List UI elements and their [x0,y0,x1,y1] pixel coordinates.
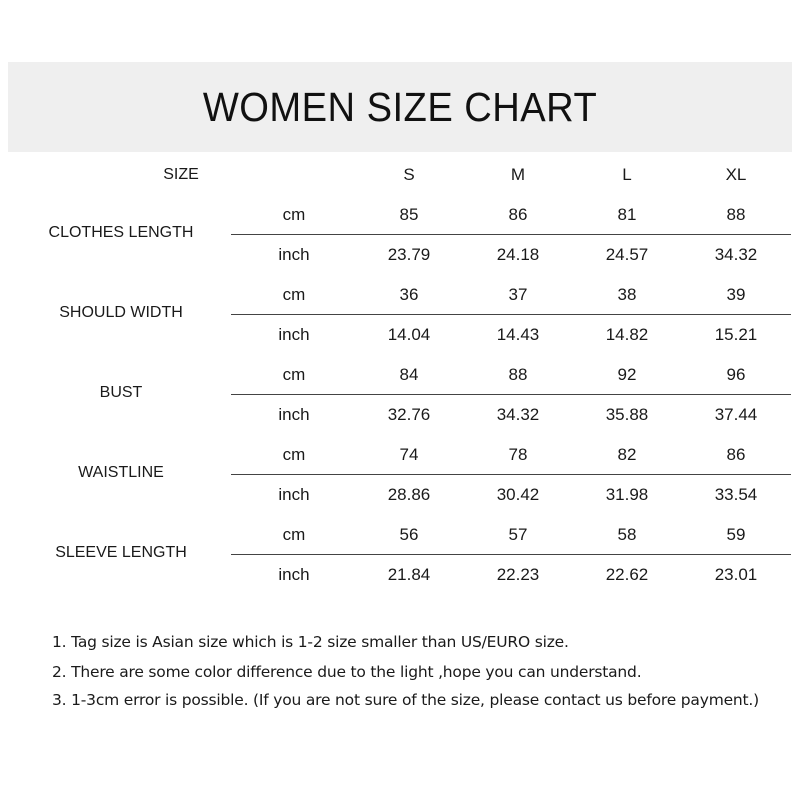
table-cell: 23.79 [387,245,431,264]
table-cell: 38 [617,285,637,304]
table-cell: 92 [617,365,637,384]
table-cell: 86 [508,205,528,224]
table-cell: 82 [617,445,637,464]
table-cell: 39 [726,285,746,304]
table-cell: 81 [617,205,637,224]
unit-inch: inch [278,325,310,344]
table-cell: 22.23 [496,565,540,584]
unit-inch: inch [278,245,310,264]
unit-cm: cm [282,365,306,384]
table-cell: 84 [399,365,419,384]
size-header-1: M [510,165,526,184]
row-divider [231,394,791,395]
table-cell: 15.21 [714,325,758,344]
unit-inch: inch [278,485,310,504]
table-cell: 58 [617,525,637,544]
table-cell: 37 [508,285,528,304]
table-cell: 37.44 [714,405,758,424]
table-cell: 21.84 [387,565,431,584]
table-cell: 23.01 [714,565,758,584]
row-divider [231,474,791,475]
row-label: BUST [99,384,143,401]
table-cell: 57 [508,525,528,544]
table-cell: 24.18 [496,245,540,264]
note-item: 3. 1-3cm error is possible. (If you are not sure of the size, please contact us before payment.) [52,691,760,709]
table-cell: 14.04 [387,325,431,344]
row-label: CLOTHES LENGTH [48,224,194,241]
unit-cm: cm [282,445,306,464]
table-cell: 33.54 [714,485,758,504]
unit-cm: cm [282,205,306,224]
table-cell: 36 [399,285,419,304]
size-header-2: L [622,165,632,184]
table-cell: 96 [726,365,746,384]
size-header-0: S [403,165,415,184]
table-cell: 24.57 [605,245,649,264]
table-cell: 14.43 [496,325,540,344]
row-label: WAISTLINE [78,464,164,481]
table-cell: 85 [399,205,419,224]
title-banner [8,62,792,152]
unit-inch: inch [278,405,310,424]
table-cell: 35.88 [605,405,649,424]
row-label: SLEEVE LENGTH [55,544,187,561]
table-cell: 56 [399,525,419,544]
table-cell: 32.76 [387,405,431,424]
row-divider [231,314,791,315]
row-divider [231,554,791,555]
size-header-label: SIZE [163,166,199,183]
table-cell: 88 [508,365,528,384]
table-cell: 14.82 [605,325,649,344]
table-cell: 86 [726,445,746,464]
table-cell: 74 [399,445,419,464]
table-cell: 78 [508,445,528,464]
page-title: WOMEN SIZE CHART [202,83,598,130]
table-cell: 22.62 [605,565,649,584]
unit-inch: inch [278,565,310,584]
table-cell: 34.32 [496,405,540,424]
table-cell: 31.98 [605,485,649,504]
unit-cm: cm [282,525,306,544]
table-cell: 28.86 [387,485,431,504]
note-item: 1. Tag size is Asian size which is 1-2 size smaller than US/EURO size. [52,633,569,651]
note-item: 2. There are some color difference due to the light ,hope you can understand. [52,663,642,681]
size-header-3: XL [725,165,747,184]
table-cell: 30.42 [496,485,540,504]
table-cell: 59 [726,525,746,544]
row-label: SHOULD WIDTH [59,304,183,321]
table-cell: 34.32 [714,245,758,264]
unit-cm: cm [282,285,306,304]
row-divider [231,234,791,235]
table-cell: 88 [726,205,746,224]
